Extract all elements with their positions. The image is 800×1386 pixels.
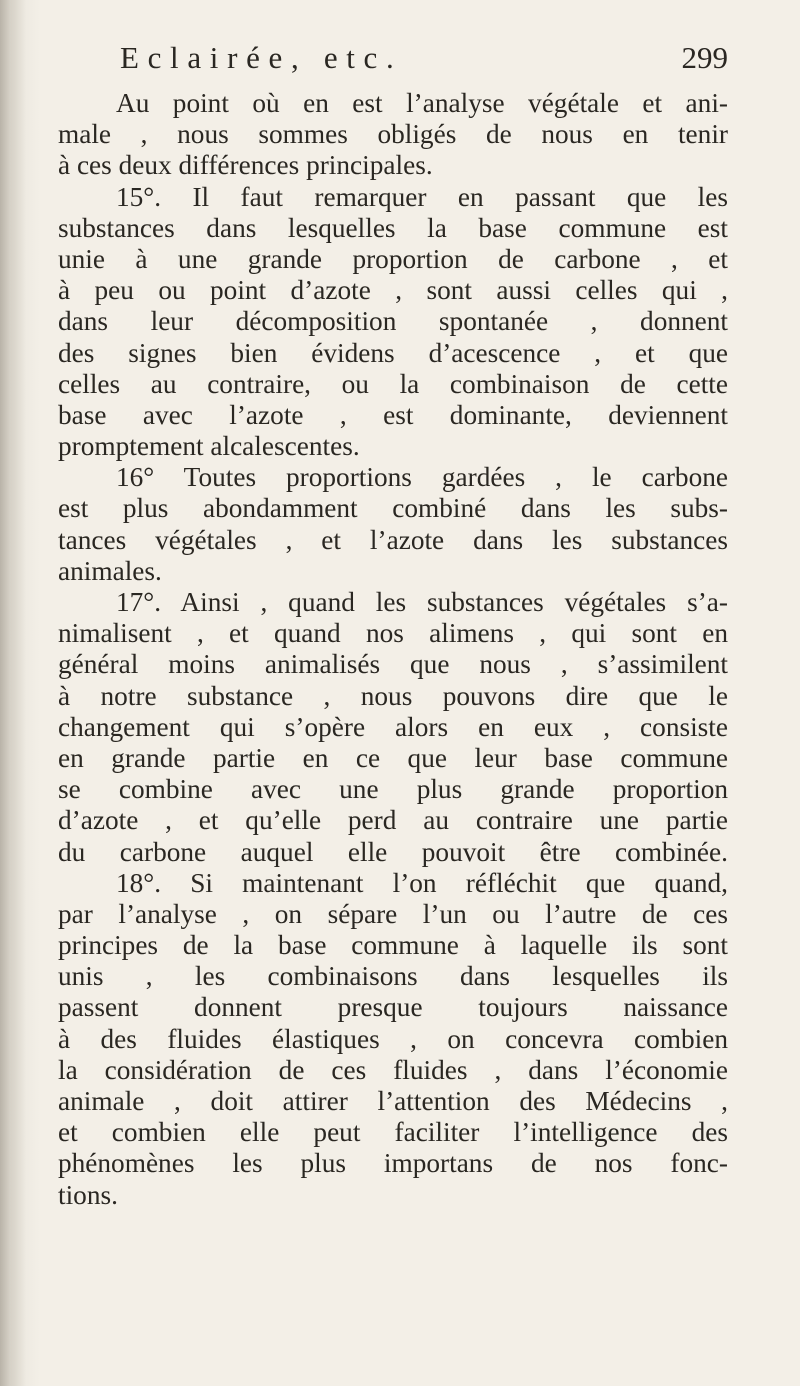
text-line: en grande partie en ce que leur base commune xyxy=(58,742,728,773)
text-line: unie à une grande proportion de carbone , et xyxy=(58,243,728,274)
text-line: Au point où en est l’analyse végétale et ani- xyxy=(116,88,728,118)
text-line: des signes bien évidens d’acescence , et que xyxy=(58,337,728,368)
text-line: male , nous sommes obligés de nous en tenir xyxy=(58,119,728,150)
text-line: 16° Toutes proportions gardées , le carbone xyxy=(116,462,728,493)
text-line: principes de la base commune à laquelle ils sont xyxy=(58,930,728,961)
text-line: promptement alcalescentes. xyxy=(58,431,360,462)
text-line: à notre substance , nous pouvons dire que le xyxy=(58,680,728,711)
text-line: général moins animalisés que nous , s’assimilent xyxy=(58,649,728,680)
text-line: tions. xyxy=(58,1179,118,1210)
text-line: à peu ou point d’azote , sont aussi celles qui , xyxy=(58,275,728,306)
text-line: du carbone auquel elle pouvoit être combinée. xyxy=(58,836,728,867)
page-header xyxy=(88,40,728,90)
page-gutter-shadow xyxy=(0,0,26,1386)
running-title: Eclairée, etc. xyxy=(120,40,403,75)
text-line: phénomènes les plus importans de nos fonc- xyxy=(58,1148,728,1179)
text-line: animales. xyxy=(58,555,162,586)
page-number: 299 xyxy=(681,40,728,75)
text-line: d’azote , et qu’elle perd au contraire une partie xyxy=(58,805,728,836)
text-line: 18°. Si maintenant l’on réfléchit que quand, xyxy=(116,867,728,898)
text-line: passent donnent presque toujours naissance xyxy=(58,992,728,1023)
text-line: animale , doit attirer l’attention des Médecins , xyxy=(58,1086,728,1116)
text-line: est plus abondamment combiné dans les subs- xyxy=(58,493,728,524)
text-line: substances dans lesquelles la base commune est xyxy=(58,212,728,243)
text-line: à des fluides élastiques , on concevra combien xyxy=(58,1023,728,1054)
text-line: à ces deux différences principales. xyxy=(58,150,433,181)
text-line: nimalisent , et quand nos alimens , qui sont en xyxy=(58,618,728,649)
text-line: unis , les combinaisons dans lesquelles ils xyxy=(58,961,728,992)
text-line: tances végétales , et l’azote dans les substances xyxy=(58,524,728,555)
text-line: se combine avec une plus grande proportion xyxy=(58,774,728,805)
body-text xyxy=(58,88,728,1211)
text-line: base avec l’azote , est dominante, deviennent xyxy=(58,399,728,430)
text-line: changement qui s’opère alors en eux , consiste xyxy=(58,711,728,742)
text-line: 17°. Ainsi , quand les substances végétales s’a- xyxy=(116,587,728,617)
text-line: par l’analyse , on sépare l’un ou l’autre de ces xyxy=(58,898,728,929)
text-line: la considération de ces fluides , dans l’économie xyxy=(58,1054,728,1085)
text-line: et combien elle peut faciliter l’intelligence des xyxy=(58,1117,728,1148)
text-line: celles au contraire, ou la combinaison de cette xyxy=(58,368,728,399)
text-line: dans leur décomposition spontanée , donnent xyxy=(58,306,728,337)
text-line: 15°. Il faut remarquer en passant que les xyxy=(116,181,728,212)
